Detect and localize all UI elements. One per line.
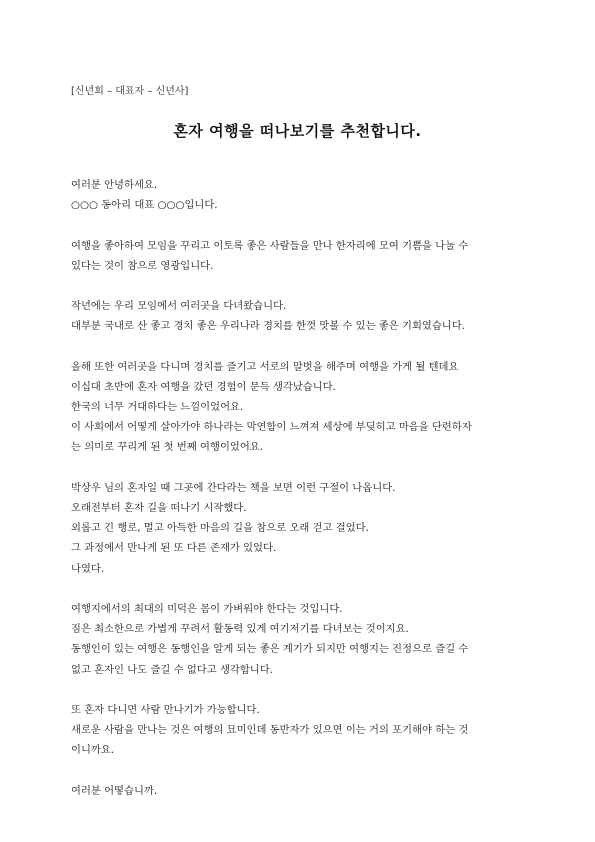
document-category-tag: [신년회 – 대표자 – 신년사] (71, 86, 189, 97)
paragraph-spacer (71, 458, 531, 478)
paragraph-line: 는 의미로 꾸리게 된 첫 번째 여행이었어요. (71, 441, 264, 454)
paragraph (71, 175, 531, 215)
paragraph-line: 동행인이 있는 여행은 동행인을 알게 되는 좋은 계기가 되지만 여행지는 진정으로 즐길 수 (71, 643, 469, 656)
paragraph (71, 700, 531, 761)
paragraph-line: 여행을 좋아하여 모임을 꾸리고 이토록 좋은 사람들을 만나 한자리에 모여 기쁨을 나눌 수 (71, 239, 469, 252)
paragraph-spacer (71, 337, 531, 357)
paragraph (71, 357, 531, 458)
paragraph-line: 있다는 것이 참으로 영광입니다. (71, 259, 214, 272)
paragraph-line: 새로운 사람을 만나는 것은 여행의 묘미인데 동반자가 있으면 이는 거의 포기해야 하는 것 (71, 724, 469, 737)
paragraph-line: 또 혼자 다니면 사람 만나기가 가능합니다. (71, 703, 260, 716)
paragraph-line: 작년에는 우리 모임에서 여러곳을 다녀왔습니다. (71, 300, 287, 313)
paragraph-line: 외롭고 긴 행로, 멀고 아득한 마음의 길을 참으로 오래 걷고 걸었다. (71, 522, 369, 535)
paragraph-spacer (71, 276, 531, 296)
paragraph-line: 짐은 최소한으로 가볍게 꾸려서 활동력 있게 여기저기를 다녀보는 것이지요. (71, 623, 409, 636)
paragraph-line: 이십대 초반에 혼자 여행을 갔던 경험이 문득 생각났습니다. (71, 380, 336, 393)
paragraph-spacer (71, 215, 531, 235)
paragraph-line: 여러분 어떻습니까. (71, 784, 158, 797)
paragraph-line: 올해 또한 여러곳을 다니며 경치를 즐기고 서로의 말벗을 해주며 여행을 가게 될 텐데요 (71, 360, 459, 373)
paragraph-line: 없고 혼자인 나도 즐길 수 없다고 생각합니다. (71, 663, 273, 676)
paragraph (71, 236, 531, 276)
paragraph-line: 대부분 국내로 산 좋고 경치 좋은 우리나라 경치를 한껏 맛볼 수 있는 좋은 기회였습니다. (71, 320, 465, 333)
paragraph-line: 한국의 너무 거대하다는 느낌이었어요. (71, 401, 244, 414)
paragraph-spacer (71, 579, 531, 599)
paragraph (71, 296, 531, 336)
paragraph (71, 599, 531, 680)
paragraph (71, 781, 531, 801)
paragraph-line: 이니까요. (71, 744, 115, 757)
paragraph-line: ○○○ 동아리 대표 ○○○입니다. (71, 199, 218, 212)
paragraph-line: 여러분 안녕하세요. (71, 179, 158, 191)
document-title: 혼자 여행을 떠나보기를 추천합니다. (173, 122, 422, 140)
paragraph-line: 그 과정에서 만나게 된 또 다른 존재가 있었다. (71, 542, 277, 555)
document-body (71, 175, 531, 801)
paragraph-line: 나였다. (71, 562, 105, 575)
paragraph-spacer (71, 760, 531, 780)
paragraph (71, 478, 531, 579)
paragraph-line: 여행지에서의 최대의 미덕은 몸이 가벼워야 한다는 것입니다. (71, 602, 343, 615)
paragraph-spacer (71, 680, 531, 700)
paragraph-line: 박상우 님의 혼자일 때 그곳에 간다라는 책을 보면 이런 구절이 나옵니다. (71, 481, 396, 494)
paragraph-line: 오래전부터 혼자 길을 떠나기 시작했다. (71, 502, 247, 514)
paragraph-line: 이 사회에서 어떻게 살아가야 하나라는 막연함이 느껴져 세상에 부딪히고 마음을 단련하자 (71, 421, 472, 434)
